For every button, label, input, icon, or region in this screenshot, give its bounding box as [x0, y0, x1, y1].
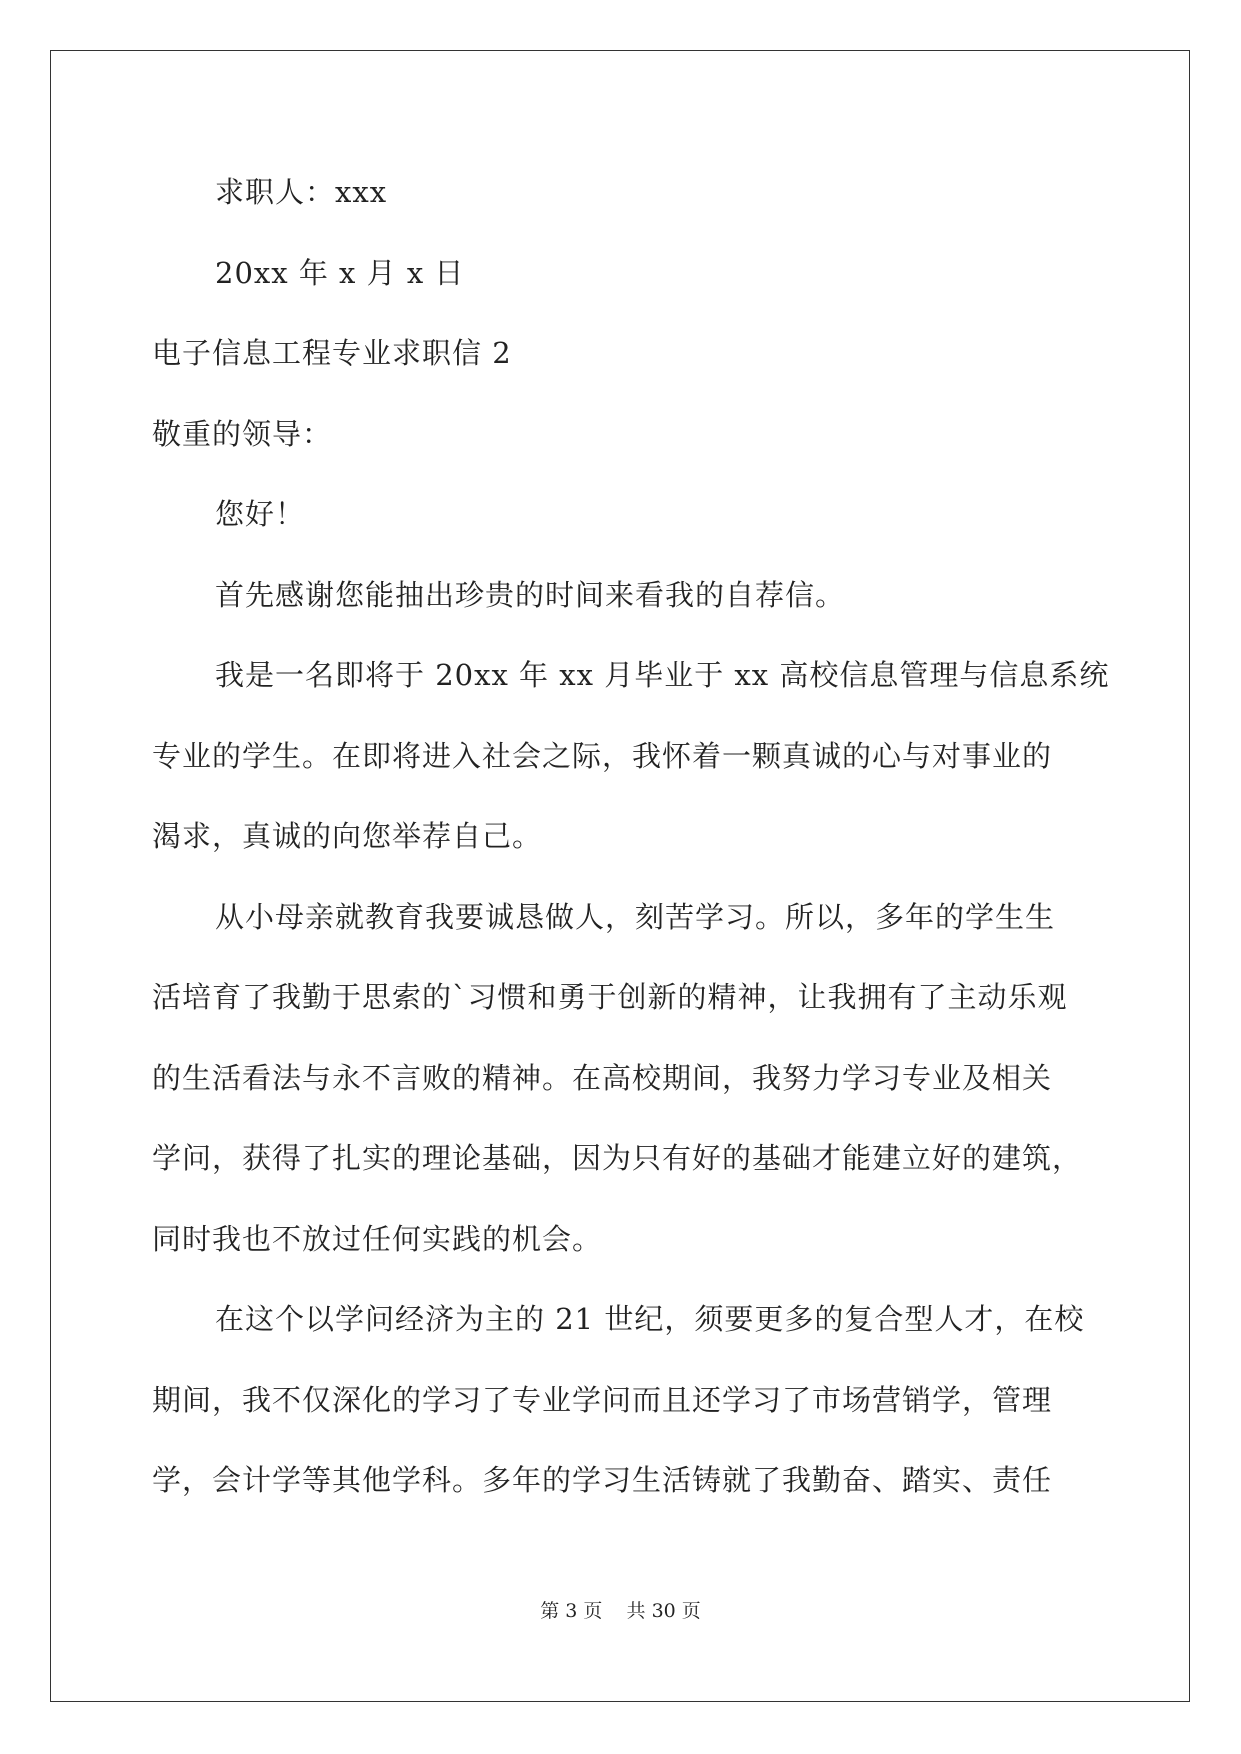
paragraph-line: 的生活看法与永不言败的精神。在高校期间，我努力学习专业及相关: [152, 1061, 1053, 1095]
paragraph-line: 我是一名即将于 20xx 年 xx 月毕业于 xx 高校信息管理与信息系统: [215, 658, 1110, 692]
page-border: [50, 50, 1190, 1702]
paragraph-line: 渴求，真诚的向您举荐自己。: [152, 819, 543, 853]
page-number: 第 3 页: [540, 1600, 603, 1622]
page-footer: [0, 1599, 1241, 1623]
paragraph-line: 学，会计学等其他学科。多年的学习生活铸就了我勤奋、踏实、责任: [152, 1463, 1053, 1497]
paragraph-line: 活培育了我勤于思索的`习惯和勇于创新的精神，让我拥有了主动乐观: [152, 980, 1068, 1014]
paragraph-line: 从小母亲就教育我要诚恳做人，刻苦学习。所以，多年的学生生: [215, 900, 1056, 934]
paragraph-line: 学问，获得了扎实的理论基础，因为只有好的基础才能建立好的建筑，: [152, 1141, 1083, 1175]
letter-date: 20xx 年 x 月 x 日: [215, 256, 465, 290]
applicant-signature: 求职人：xxx: [215, 175, 388, 209]
paragraph-line: 期间，我不仅深化的学习了专业学问而且还学习了市场营销学，管理: [152, 1383, 1053, 1417]
letter-title: 电子信息工程专业求职信 2: [152, 336, 512, 370]
paragraph-line: 同时我也不放过任何实践的机会。: [152, 1222, 603, 1256]
salutation: 敬重的领导：: [152, 417, 333, 451]
paragraph-line: 在这个以学问经济为主的 21 世纪，须要更多的复合型人才，在校: [215, 1302, 1085, 1336]
paragraph-line: 专业的学生。在即将进入社会之际，我怀着一颗真诚的心与对事业的: [152, 739, 1053, 773]
greeting: 您好！: [215, 497, 306, 531]
page-total: 共 30 页: [626, 1600, 701, 1622]
paragraph-line: 首先感谢您能抽出珍贵的时间来看我的自荐信。: [215, 578, 846, 612]
